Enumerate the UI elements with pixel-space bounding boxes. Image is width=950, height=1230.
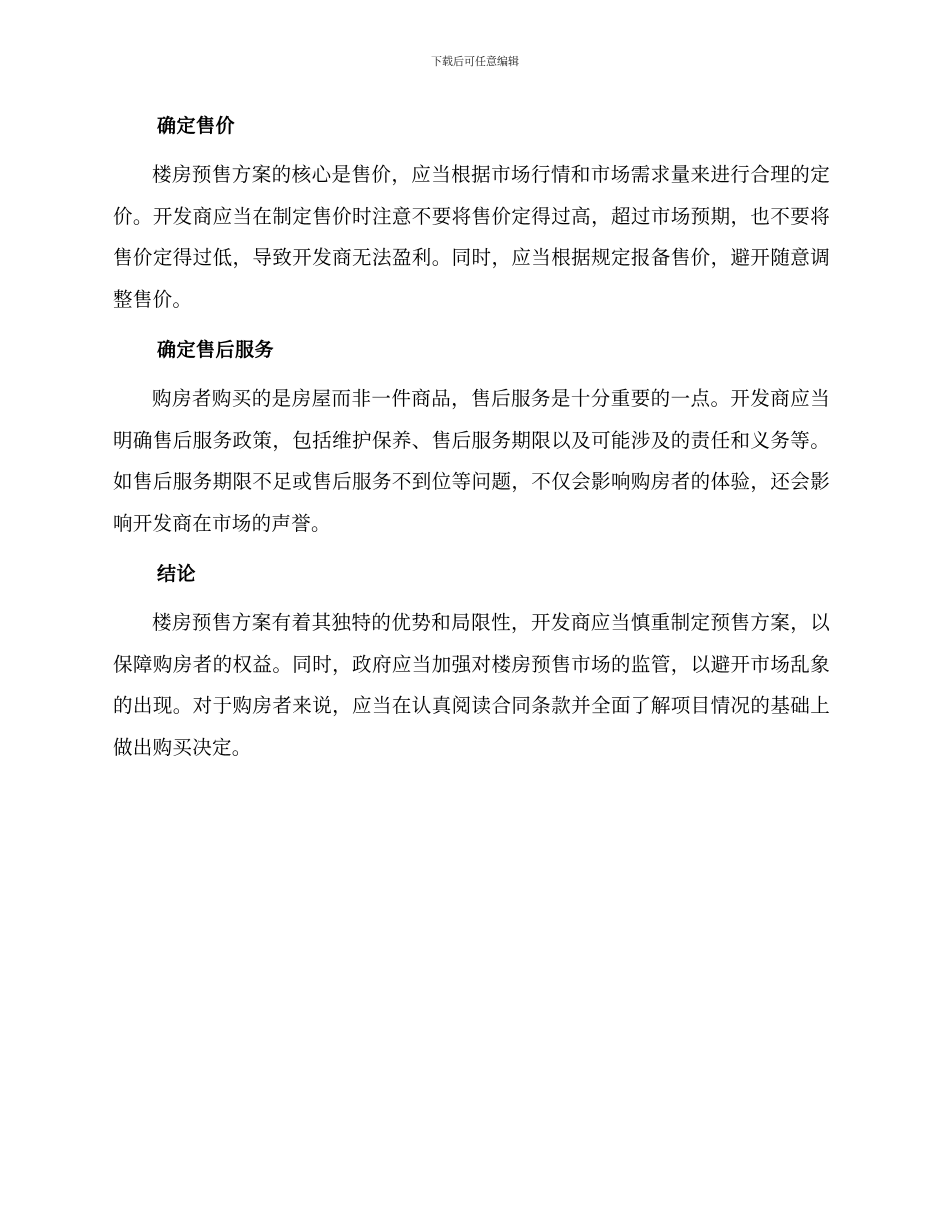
section-heading: 确定售价 xyxy=(157,115,236,137)
section-pricing xyxy=(113,110,830,320)
section-conclusion xyxy=(113,558,830,768)
section-paragraph: 购房者购买的是房屋而非一件商品，售后服务是十分重要的一点。开发商应当明确售后服务政策，包括维护保养、售后服务期限以及可能涉及的责任和义务等。如售后服务期限不足或售后服务不到位等问题，不仅会影响购房者的体验，还会影响开发商在市场的声誉。 xyxy=(113,387,830,535)
page-header: 下载后可任意编辑 xyxy=(431,55,519,68)
section-paragraph: 楼房预售方案的核心是售价，应当根据市场行情和市场需求量来进行合理的定价。开发商应当在制定售价时注意不要将售价定得过高，超过市场预期，也不要将售价定得过低，导致开发商无法盈利。同时，应当根据规定报备售价，避开随意调整售价。 xyxy=(113,163,830,311)
document-body xyxy=(113,110,830,782)
section-heading: 确定售后服务 xyxy=(157,339,275,361)
section-after-sales xyxy=(113,334,830,544)
section-heading: 结论 xyxy=(157,563,197,585)
section-paragraph: 楼房预售方案有着其独特的优势和局限性，开发商应当慎重制定预售方案，以保障购房者的权益。同时，政府应当加强对楼房预售市场的监管，以避开市场乱象的出现。对于购房者来说，应当在认真阅读合同条款并全面了解项目情况的基础上做出购买决定。 xyxy=(113,611,830,759)
